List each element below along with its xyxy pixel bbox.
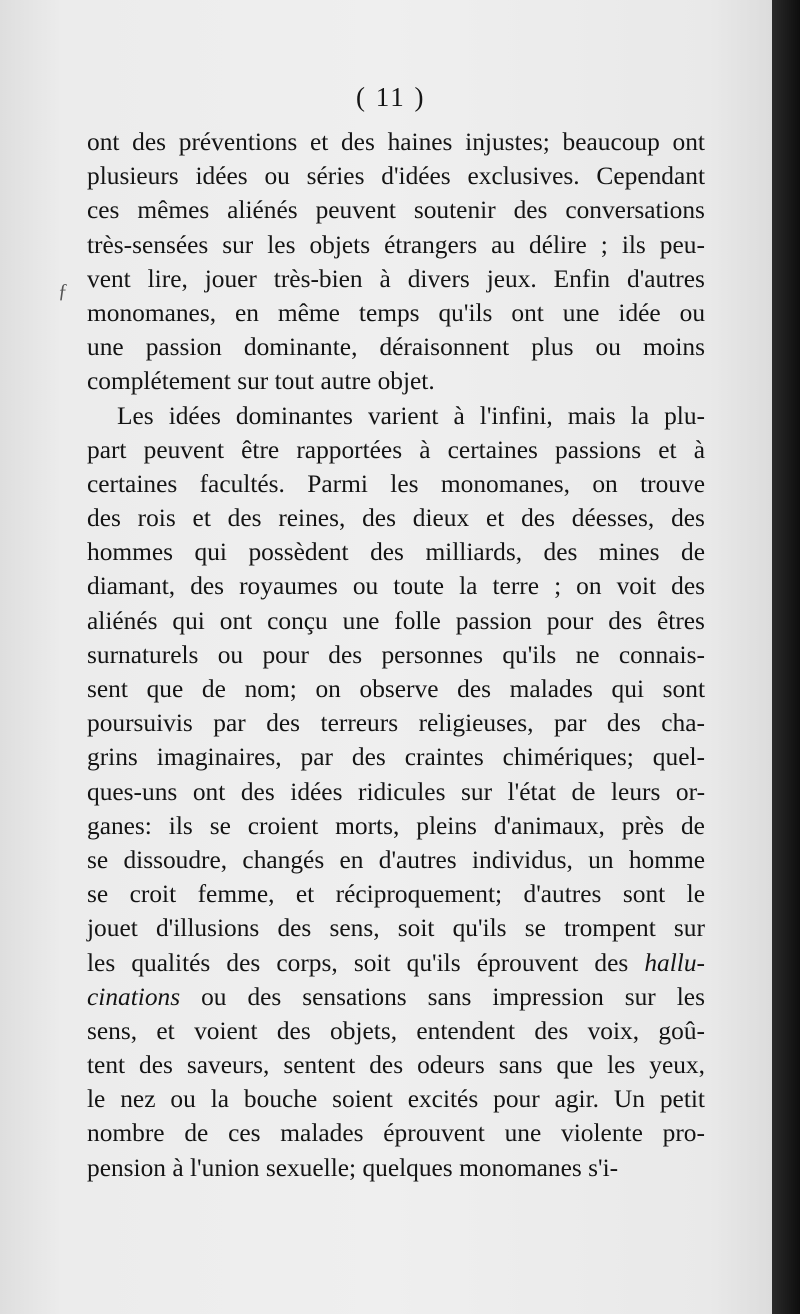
text-line: sens, et voient des objets, entendent des voix, goû- [87,1016,705,1045]
text-line: hommes qui possèdent des milliards, des mines de [87,538,705,567]
text-line: diamant, des royaumes ou toute la terre ; on voit des [87,572,706,601]
text-line: part peuvent être rapportées à certaines passions et à [87,435,705,464]
text-line: cinations ou des sensations sans impression sur les [87,982,705,1011]
text-line: se dissoudre, changés en d'autres individus, un homme [87,845,705,874]
text-line: sent que de nom; on observe des malades qui sont [87,675,705,703]
text-line: vent lire, jouer très-bien à divers jeux. Enfin d'autres [87,264,705,293]
margin-pencil-mark: ƒ [58,280,68,302]
text-line: se croit femme, et réciproquement; d'autres sont le [87,880,705,909]
text-line: pension à l'union sexuelle; quelques monomanes s'i- [87,1153,619,1182]
text-line: aliénés qui ont conçu une folle passion pour des êtres [87,606,705,635]
text-line: très-sensées sur les objets étrangers au délire ; ils peu- [87,230,705,259]
text-line: les qualités des corps, soit qu'ils éprouvent des hallu- [87,948,705,977]
text-line: jouet d'illusions des sens, soit qu'ils se trompent sur [87,914,705,943]
text-line: grins imaginaires, par des craintes chimériques; quel- [87,743,705,772]
text-line: tent des saveurs, sentent des odeurs sans que les yeux, [87,1051,705,1080]
text-line: surnaturels ou pour des personnes qu'ils ne connais- [87,640,705,669]
page-number: ( 11 ) [356,82,426,112]
text-line: complétement sur tout autre objet. [87,367,435,396]
paragraph [87,399,705,1185]
text-line: ces mêmes aliénés peuvent soutenir des conversations [87,196,705,225]
text-line: Les idées dominantes varient à l'infini, mais la plu- [117,401,706,430]
text-line: des rois et des reines, des dieux et des déesses, des [87,504,705,533]
text-line: ganes: ils se croient morts, pleins d'animaux, près de [87,811,705,840]
text-line: plusieurs idées ou séries d'idées exclusives. Cependant [87,162,706,191]
text-line: nombre de ces malades éprouvent une violente pro- [87,1119,705,1148]
text-line: certaines facultés. Parmi les monomanes, on trouve [87,469,705,498]
text-line: le nez ou la bouche soient excités pour agir. Un petit [87,1085,705,1114]
text-line: ont des préventions et des haines injustes; beaucoup ont [87,128,705,156]
text-line: une passion dominante, déraisonnent plus ou moins [87,333,706,362]
paragraph [87,125,705,399]
text-line: ques-uns ont des idées ridicules sur l'état de leurs or- [87,777,706,806]
text-line: poursuivis par des terreurs religieuses, par des cha- [87,709,705,738]
text-line: monomanes, en même temps qu'ils ont une idée ou [87,298,706,327]
body-text [87,125,705,1185]
scan-shadow-edge [772,0,800,1314]
